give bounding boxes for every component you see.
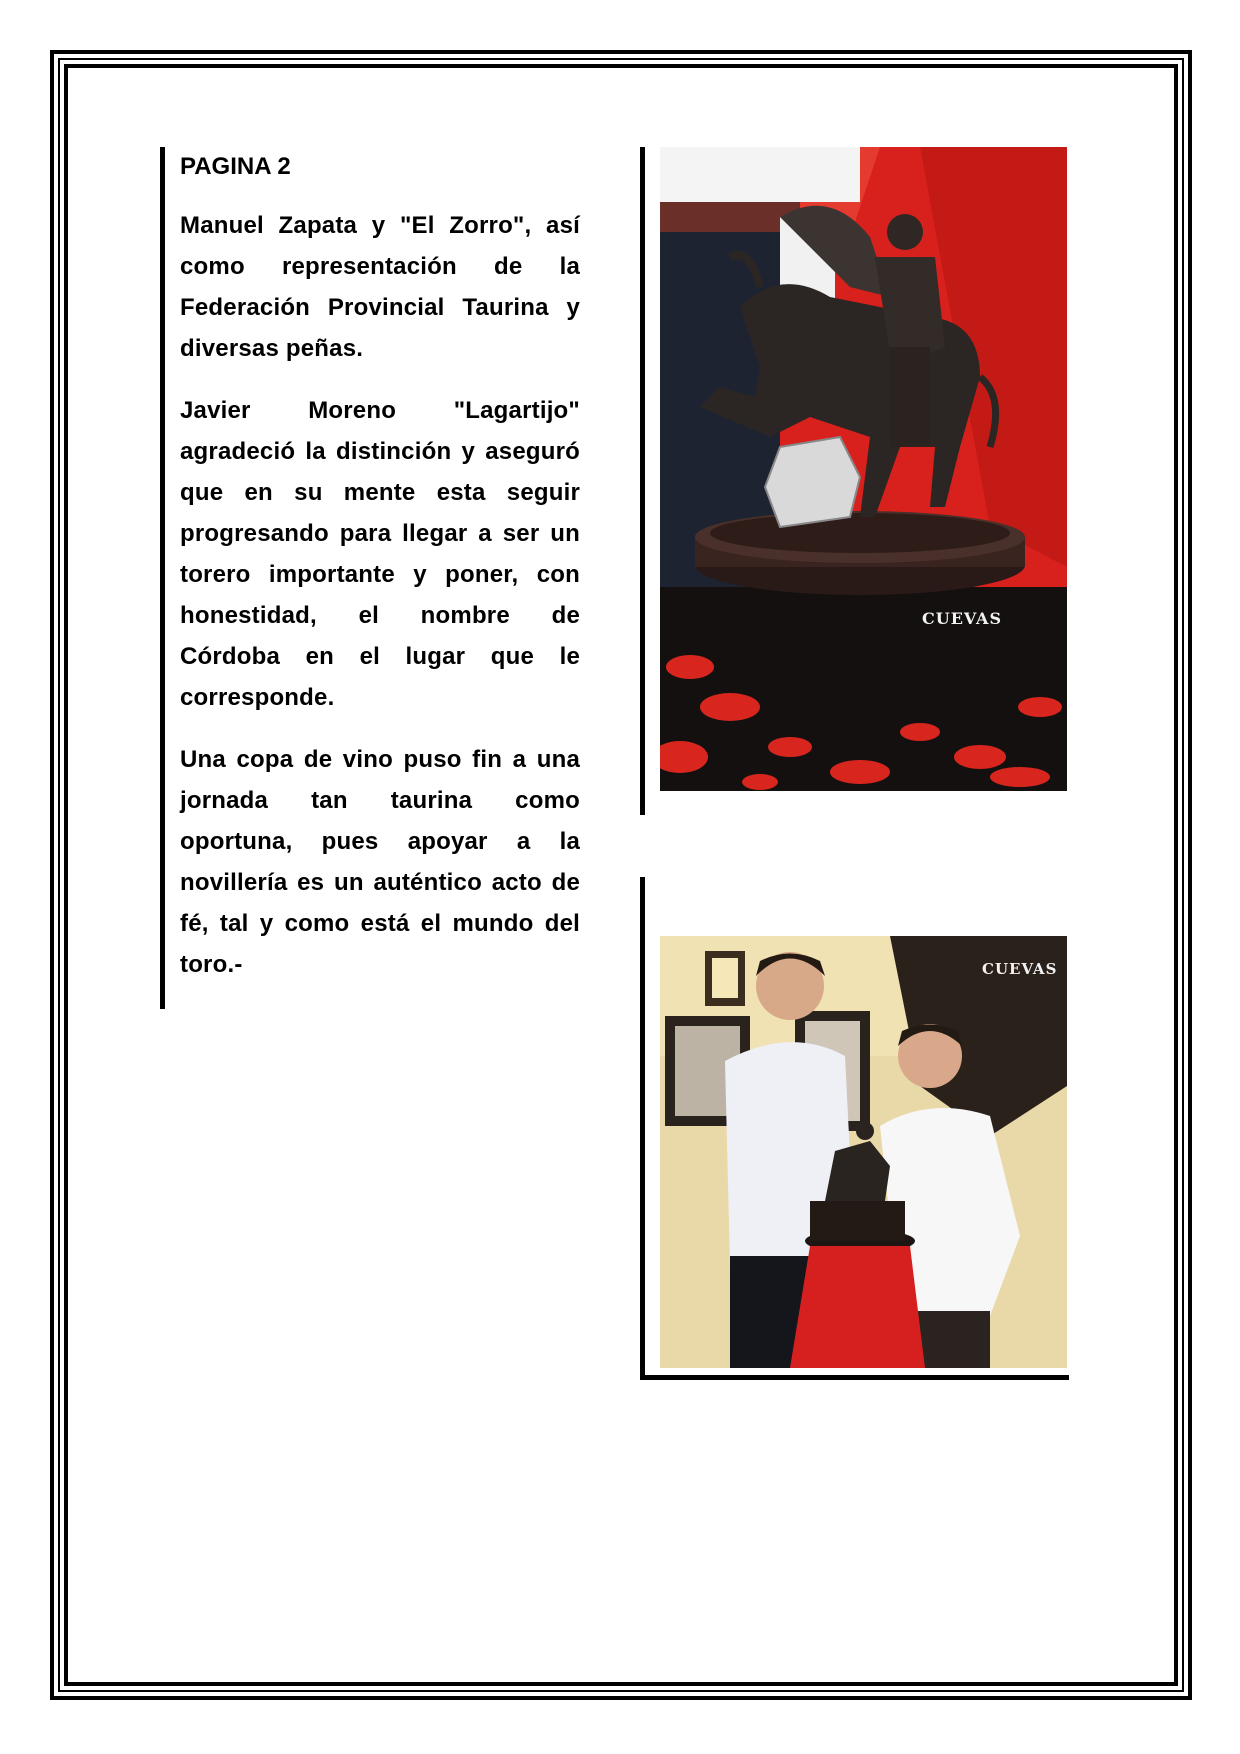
paragraph-2: Javier Moreno "Lagartijo" agradeció la distinción y aseguró que en su mente esta seguir progresando para llegar a ser un torero importante y poner, con honestidad, el nombre de Córdoba en el lugar que le corresponde. xyxy=(180,397,580,711)
photo-watermark: CUEVAS xyxy=(982,960,1058,978)
page-label: PAGINA 2 xyxy=(180,153,291,180)
paragraph-1: Manuel Zapata y "El Zorro", así como representación de la Federación Provincial Taurina y diversas peñas. xyxy=(180,212,580,362)
photo-trophy xyxy=(660,147,1067,791)
trophy-photo-illustration xyxy=(660,147,1067,791)
presentation-photo-illustration xyxy=(660,936,1067,1368)
photo-watermark: CUEVAS xyxy=(922,609,1003,628)
photo-presentation xyxy=(660,936,1067,1368)
paragraph-3: Una copa de vino puso fin a una jornada tan taurina como oportuna, pues apoyar a la novillería es un auténtico acto de fé, tal y como está el mundo del toro.- xyxy=(180,746,580,978)
article-text-column xyxy=(160,147,580,1009)
